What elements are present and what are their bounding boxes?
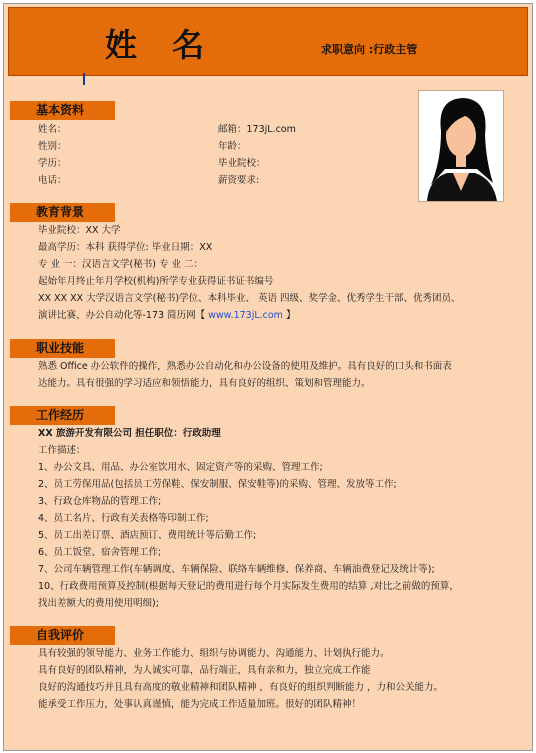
avatar-icon — [419, 91, 503, 201]
section-experience: 工作经历 — [10, 406, 115, 425]
basic-email-label: 邮箱：173jL.com — [218, 124, 296, 135]
job-objective: 求职意向 :行政主管 — [321, 43, 418, 56]
header-banner — [8, 7, 528, 76]
work-desc-line: 7、公司车辆管理工作(车辆调度、车辆保险、联络车辆维修、保养商、车辆油费登记及统计等); — [38, 564, 435, 575]
self-eval-line: 具有较强的领导能力、业务工作能力、组织与协调能力、沟通能力、计划执行能力。 — [38, 648, 390, 659]
section-skills: 职业技能 — [10, 339, 115, 358]
basic-name-label: 姓名： — [38, 124, 67, 135]
skills-line: 熟悉 Office 办公软件的操作，熟悉办公自动化和办公设备的使用及维护。具有良好的口头和书面表 — [38, 361, 452, 372]
edu-line-suffix: 】 — [282, 310, 296, 321]
company-line: XX 旅游开发有限公司 担任职位：行政助理 — [38, 428, 221, 439]
basic-salary-label: 薪资要求: — [218, 175, 260, 186]
section-basic-info: 基本资料 — [10, 101, 115, 120]
work-desc-line: 2、员工劳保用品(包括员工劳保鞋、保安制服、保安鞋等)的采购、管理、发放等工作; — [38, 479, 397, 490]
name-title: 姓 名 — [105, 26, 217, 64]
section-education: 教育背景 — [10, 203, 115, 222]
edu-line: 毕业院校：XX 大学 — [38, 225, 121, 236]
website-link[interactable]: www.173jL.com — [208, 310, 283, 321]
edu-line: 起始年月终止年月学校(机构)所学专业获得证书证书编号 — [38, 276, 274, 287]
skills-line: 达能力。具有很强的学习适应和领悟能力，具有良好的组织、策划和管理能力。 — [38, 378, 371, 389]
work-desc-line: 5、员工出差订票、酒店预订、费用统计等后勤工作; — [38, 530, 257, 541]
edu-line-prefix: 演讲比赛、办公自动化等-173 简历网【 — [38, 310, 209, 321]
section-self-evaluation: 自我评价 — [10, 626, 115, 645]
self-eval-line: 具有良好的团队精神，为人诚实可靠，品行端正，具有亲和力，独立完成工作能 — [38, 665, 371, 676]
profile-photo — [418, 90, 504, 202]
basic-age-label: 年龄： — [218, 141, 247, 152]
basic-phone-label: 电话： — [38, 175, 67, 186]
basic-gender-label: 性别： — [38, 141, 67, 152]
work-desc-line: 3、行政仓库物品的管理工作; — [38, 496, 162, 507]
work-desc-line: 工作描述： — [38, 445, 86, 456]
self-eval-line: 能承受工作压力，处事认真谨慎，能为完成工作适量加班。很好的团队精神！ — [38, 699, 362, 710]
text-cursor — [83, 73, 85, 85]
edu-line: XX XX XX 大学汉语言文学(秘书)学位、本科毕业、 英语 四级、奖学金、优秀学生干部、优秀团员、 — [38, 293, 461, 304]
work-desc-line: 6、员工饭堂、宿舍管理工作; — [38, 547, 162, 558]
self-eval-line: 良好的沟通技巧并且具有高度的敬业精神和团队精神 ，有良好的组织判断能力 ，力和公关能力。 — [38, 682, 444, 693]
work-desc-line: 找出差额大的费用使用明细); — [38, 598, 159, 609]
edu-line-with-link — [38, 310, 295, 322]
work-desc-line: 10、行政费用预算及控制(根据每天登记的费用进行每个月实际发生费用的结算 ,对比之前做的预算， — [38, 581, 459, 592]
edu-line: 最高学历：本科 获得学位: 毕业日期：XX — [38, 242, 213, 253]
work-desc-line: 1、办公文具、用品、办公室饮用水、固定资产等的采购、管理工作; — [38, 462, 323, 473]
edu-line: 专 业 一：汉语言文学(秘书) 专 业 二： — [38, 259, 204, 270]
basic-school-label: 毕业院校： — [218, 158, 266, 169]
basic-degree-label: 学历： — [38, 158, 67, 169]
work-desc-line: 4、员工名片、行政有关表格等印制工作; — [38, 513, 209, 524]
